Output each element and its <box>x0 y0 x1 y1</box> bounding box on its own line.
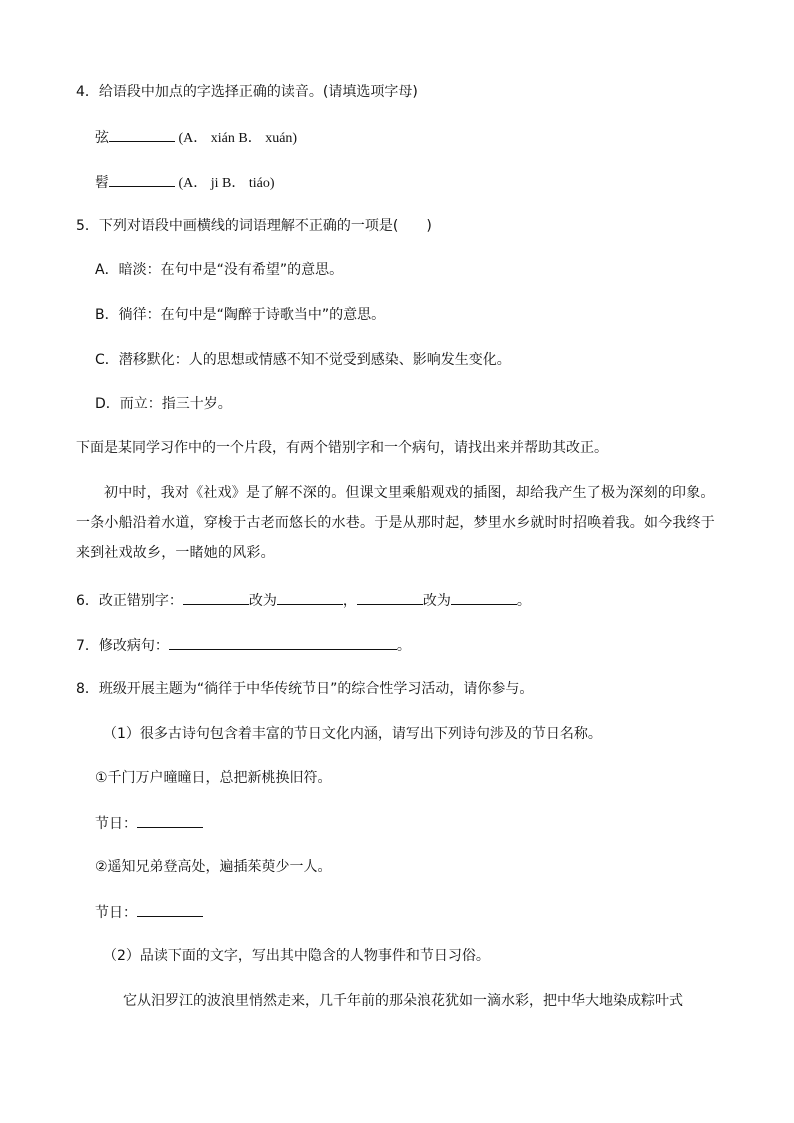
question-4-item-2 <box>95 172 275 194</box>
option-b: B．徜徉：在句中是“陶醉于诗歌当中”的意思。 <box>95 307 386 323</box>
item-1-char: 弦 <box>95 130 109 146</box>
festival-answer-2 <box>95 902 203 923</box>
festival-blank-1[interactable] <box>137 813 203 828</box>
sub-question-2: （2）品读下面的文字，写出其中隐含的人物事件和节日习俗。 <box>103 948 490 964</box>
festival-label: 节日： <box>95 905 137 921</box>
question-4-item-1 <box>95 127 297 149</box>
festival-label: 节日： <box>95 816 137 832</box>
sub-question-1: （1）很多古诗句包含着丰富的节日文化内涵，请写出下列诗句涉及的节日名称。 <box>103 726 602 742</box>
question-6 <box>76 590 531 611</box>
question-7-prefix: 7．修改病句： <box>76 638 169 654</box>
period: 。 <box>516 593 531 609</box>
option-a: A．暗淡：在句中是“没有希望”的意思。 <box>95 262 344 278</box>
festival-blank-2[interactable] <box>137 902 203 917</box>
correct-char-blank-1[interactable] <box>277 590 343 605</box>
option-c: C．潜移默化：人的思想或情感不知不觉受到感染、影响发生变化。 <box>95 352 511 368</box>
poem-line-1: ①千门万户曈曈日，总把新桃换旧符。 <box>95 770 332 786</box>
answer-blank[interactable] <box>109 172 175 187</box>
comma: ， <box>342 593 357 609</box>
item-2-options: (A． ji B． tiáo) <box>175 176 275 191</box>
answer-blank[interactable] <box>109 127 175 142</box>
festival-answer-1 <box>95 813 203 834</box>
period: 。 <box>396 638 411 654</box>
item-2-char: 髫 <box>95 175 109 191</box>
correct-char-blank-2[interactable] <box>451 590 517 605</box>
change-to-label: 改为 <box>248 593 277 609</box>
wrong-char-blank-2[interactable] <box>357 590 423 605</box>
question-7 <box>76 635 411 656</box>
wrong-char-blank-1[interactable] <box>183 590 249 605</box>
reading-text: 它从汨罗江的波浪里悄然走来，几千年前的那朵浪花犹如一滴水彩，把中华大地染成粽叶式 <box>123 993 683 1009</box>
option-d: D．而立：指三十岁。 <box>95 396 232 412</box>
question-5-stem: 5．下列对语段中画横线的词语理解不正确的一项是( ) <box>76 218 432 234</box>
poem-line-2: ②遥知兄弟登高处，遍插茱萸少一人。 <box>95 859 332 875</box>
section-intro: 下面是某同学习作中的一个片段，有两个错别字和一个病句，请找出来并帮助其改正。 <box>76 440 608 456</box>
change-to-label: 改为 <box>422 593 451 609</box>
passage-text: 初中时，我对《社戏》是了解不深的。但课文里乘船观戏的插图，却给我产生了极为深刻的印象。一条小船沿着水道，穿梭于古老而悠长的水巷。于是从那时起，梦里水乡就时时招唤着我。如今我终于来到社戏故乡，一睹她的风彩。 <box>76 485 715 561</box>
question-8-stem: 8．班级开展主题为“徜徉于中华传统节日”的综合性学习活动，请你参与。 <box>76 681 534 697</box>
question-4-stem: 4．给语段中加点的字选择正确的读音。(请填选项字母) <box>76 84 418 100</box>
question-6-prefix: 6．改正错别字： <box>76 593 183 609</box>
item-1-options: (A． xián B． xuán) <box>175 131 298 146</box>
revision-blank[interactable] <box>169 635 397 650</box>
